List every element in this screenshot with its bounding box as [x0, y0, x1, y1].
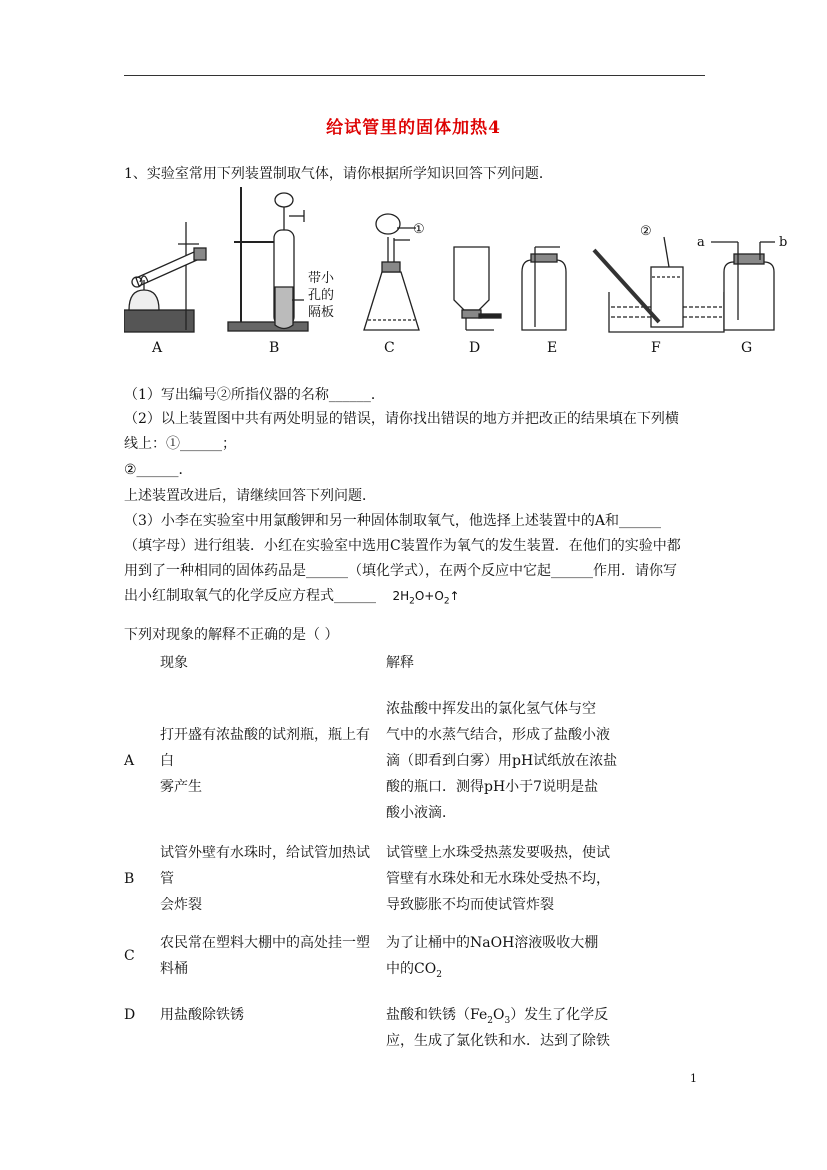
header-phenomenon: 现象 — [160, 655, 188, 671]
marker-1: ① — [413, 222, 425, 237]
row-c-key: C — [124, 948, 135, 964]
q1-part3-d — [124, 585, 460, 606]
question-2-stem: 下列对现象的解释不正确的是（ ） — [124, 627, 339, 643]
q1-part3-d-text: 出小红制取氧气的化学反应方程式______ — [124, 588, 376, 604]
row-d-expl-sub2: 3 — [504, 1015, 511, 1026]
port-a: a — [697, 235, 705, 250]
row-b-expl-2: 管壁有水珠处和无水珠处受热不均， — [386, 871, 610, 887]
row-a-expl-1: 浓盐酸中挥发出的氯化氢气体与空 — [386, 701, 596, 717]
row-a-expl-5: 酸小液滴． — [386, 805, 456, 821]
annotation-b-2: 孔的 — [308, 288, 335, 303]
eq-part-a: 2H — [392, 589, 410, 603]
row-c-expl-1: 为了让桶中的NaOH溶液吸收大棚 — [386, 935, 599, 951]
q1-part3-a: （3）小李在实验室中用氯酸钾和另一种固体制取氧气，他选择上述装置中的A和______ — [124, 513, 662, 529]
label-c: C — [384, 340, 395, 356]
q1-part2-b: 线上：①______； — [124, 436, 236, 452]
q1-part1: （1）写出编号②所指仪器的名称______． — [124, 387, 385, 403]
label-a: A — [152, 340, 163, 356]
label-f: F — [651, 340, 661, 356]
apparatus-figure — [124, 182, 790, 362]
annotation-b-1: 带小 — [308, 271, 335, 286]
equation — [392, 589, 460, 607]
label-b: B — [269, 340, 280, 356]
row-c-expl-2 — [386, 956, 442, 988]
row-c-expl-sub: 2 — [436, 969, 442, 980]
apparatus-f — [594, 237, 724, 332]
apparatus-d — [454, 247, 501, 330]
row-d-expl-1a: 盐酸和铁锈（Fe — [386, 1007, 488, 1023]
row-b-phen-2: 管 — [160, 871, 174, 887]
row-b-key: B — [124, 871, 135, 887]
row-b-phen-1: 试管外壁有水珠时，给试管加热试 — [160, 845, 370, 861]
row-a-expl-4: 酸的瓶口．测得pH小于7说明是盐 — [386, 779, 599, 795]
row-b-phen-3: 会炸裂 — [160, 897, 202, 913]
eq-part-c: O+O — [414, 589, 444, 603]
apparatus-c — [364, 214, 419, 330]
header-explanation: 解释 — [386, 655, 414, 671]
row-c-phen-1: 农民常在塑料大棚中的高处挂一塑 — [160, 935, 370, 951]
row-d-phen-1: 用盐酸除铁锈 — [160, 1007, 244, 1023]
q1-part3-c: 用到了一种相同的固体药品是______（填化学式），在两个反应中它起______作用．请你写 — [124, 563, 677, 579]
q1-part2-c: ②______． — [124, 462, 193, 478]
eq-sub-2: 2 — [443, 596, 450, 607]
annotation-b-3: 隔板 — [308, 305, 335, 320]
apparatus-e — [522, 247, 566, 330]
port-b: b — [779, 235, 788, 250]
question-1-intro: 1、实验室常用下列装置制取气体，请你根据所学知识回答下列问题． — [124, 166, 553, 182]
q1-part3-b: （填字母）进行组装．小红在实验室中选用C装置作为氧气的发生装置．在他们的实验中都 — [124, 538, 681, 554]
row-a-key: A — [124, 753, 135, 769]
row-c-phen-2: 料桶 — [160, 961, 188, 977]
row-d-expl-sub1: 2 — [487, 1015, 493, 1026]
row-c-expl-2-text: 中的CO — [386, 961, 437, 977]
row-a-expl-3: 滴（即看到白雾）用pH试纸放在浓盐 — [386, 753, 618, 769]
row-b-expl-1: 试管壁上水珠受热蒸发要吸热，使试 — [386, 845, 610, 861]
row-a-phen-2: 白 — [160, 753, 174, 769]
apparatus-a — [124, 222, 206, 332]
header-rule — [124, 75, 705, 76]
row-d-key: D — [124, 1007, 136, 1023]
row-d-expl-1e: ）发生了化学反 — [510, 1007, 609, 1023]
row-d-expl-1c: O — [492, 1007, 505, 1023]
apparatus-b — [228, 187, 308, 331]
row-a-phen-3: 雾产生 — [160, 779, 202, 795]
marker-2: ② — [640, 224, 652, 239]
label-d: D — [469, 340, 481, 356]
page-number: 1 — [690, 1072, 697, 1085]
label-g: G — [741, 340, 753, 356]
label-e: E — [547, 340, 558, 356]
page-title: 给试管里的固体加热4 — [326, 118, 501, 138]
q1-part2-d: 上述装置改进后，请继续回答下列问题． — [124, 488, 376, 504]
row-a-expl-2: 气中的水蒸气结合，形成了盐酸小液 — [386, 727, 610, 743]
row-d-expl-2: 应，生成了氯化铁和水．达到了除铁 — [386, 1033, 610, 1049]
eq-arrow: ↑ — [449, 589, 460, 603]
eq-sub-1: 2 — [409, 596, 415, 607]
row-a-phen-1: 打开盛有浓盐酸的试剂瓶，瓶上有 — [160, 727, 370, 743]
q1-part2-a: （2）以上装置图中共有两处明显的错误，请你找出错误的地方并把改正的结果填在下列横 — [124, 411, 679, 427]
row-b-expl-3: 导致膨胀不均而使试管炸裂 — [386, 897, 554, 913]
